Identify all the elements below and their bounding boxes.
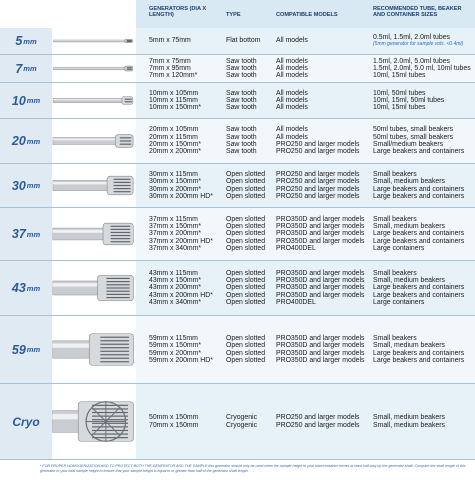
generator-type-cell	[226, 316, 265, 383]
generator-size-line: 30mm x 200mm HD*	[149, 192, 213, 200]
probe-cell	[52, 83, 136, 118]
generator-size-label	[0, 119, 52, 163]
generator-type-line: Open slotted	[226, 269, 266, 277]
recommended-sizes-line: Large containers	[373, 244, 425, 252]
table-row	[0, 384, 475, 460]
compatible-models-cell	[276, 55, 308, 82]
generator-type-line: Open slotted	[226, 237, 266, 245]
compatible-models-line: PRO350D and larger models	[276, 237, 365, 245]
compatible-models-line: PRO400DEL	[276, 244, 316, 252]
probe-head	[89, 334, 133, 366]
generator-size-line: 10mm x 115mm	[149, 96, 198, 104]
probe-cell	[52, 261, 136, 315]
generator-size-cell	[149, 55, 197, 82]
table-row	[0, 119, 475, 164]
table-row	[0, 164, 475, 208]
probe-slot	[125, 101, 132, 102]
probe-slot	[100, 340, 129, 341]
probe-slot	[92, 423, 128, 424]
size-number: 43	[11, 281, 26, 295]
generator-size-line: 20mm x 200mm*	[149, 148, 202, 156]
recommended-sizes-line: 10ml, 50ml tubes	[373, 89, 426, 97]
probe-slot	[111, 238, 131, 239]
generator-probe-illustration	[52, 164, 136, 207]
recommended-sizes-line: Small, medium beakers	[373, 178, 445, 186]
generator-type-cell	[226, 164, 265, 207]
generator-type-line: Saw tooth	[226, 141, 257, 148]
probe-slot	[106, 291, 129, 292]
recommended-sizes-cell	[373, 164, 464, 207]
compatible-models-line: PRO250 and larger models	[276, 141, 360, 148]
generator-size-cell	[149, 384, 198, 459]
generator-type-cell	[226, 55, 257, 82]
header-type: TYPE	[226, 12, 241, 18]
generator-type-line: Saw tooth	[226, 89, 257, 97]
probe-slot	[120, 140, 132, 141]
recommended-sizes-line: Small, medium beakers	[373, 421, 445, 429]
generator-type-cell	[226, 384, 257, 459]
probe-shaft	[53, 281, 100, 295]
header-models: COMPATIBLE MODELS	[276, 12, 338, 18]
recommended-sizes-cell	[373, 119, 464, 163]
recommended-sizes-cell	[373, 28, 463, 54]
probe-slot	[100, 351, 129, 352]
probe-slot	[111, 232, 131, 233]
generator-type-line: Open slotted	[226, 349, 266, 357]
compatible-models-cell	[276, 316, 364, 383]
recommended-sizes-line: Large beakers and containers	[373, 192, 465, 200]
generator-size-line: 59mm x 115mm	[149, 334, 198, 342]
probe-shaft-highlight	[53, 99, 124, 100]
generator-probe-illustration	[52, 55, 136, 82]
generator-size-line: 43mm x 200mm*	[149, 284, 202, 292]
probe-slot	[106, 278, 129, 279]
probe-slot	[111, 229, 131, 230]
generator-size-line: 43mm x 115mm	[149, 269, 198, 277]
generator-type-cell	[226, 83, 257, 118]
size-unit: mm	[23, 64, 37, 73]
generator-probe-illustration	[52, 316, 136, 383]
generator-type-line: Flat bottom	[226, 37, 261, 45]
size-unit: mm	[26, 96, 41, 105]
probe-slot	[100, 354, 129, 355]
generator-size-label	[0, 83, 52, 118]
recommended-sizes-line: Large beakers and containers	[373, 356, 465, 364]
compatible-models-line: PRO350D and larger models	[276, 215, 365, 223]
probe-shaft	[53, 138, 117, 145]
probe-head	[122, 97, 133, 105]
probe-slot	[114, 185, 131, 186]
probe-cell	[52, 164, 136, 207]
compatible-models-line: PRO250 and larger models	[276, 421, 360, 429]
generator-type-line: Open slotted	[226, 215, 266, 223]
recommended-sizes-line: Large beakers and containers	[373, 237, 465, 245]
compatible-models-line: PRO350D and larger models	[276, 230, 365, 238]
generator-type-line: Saw tooth	[226, 104, 257, 112]
probe-shaft-highlight	[53, 283, 100, 287]
size-number: 37	[11, 227, 26, 241]
generator-note: (5mm generator for sample vols. <0.4ml)	[373, 41, 464, 47]
generator-type-line: Open slotted	[226, 356, 266, 364]
compatible-models-line: All models	[276, 89, 308, 97]
probe-slot	[125, 99, 132, 100]
generator-size-line: 30mm x 115mm	[149, 170, 198, 178]
generator-size-label	[0, 316, 52, 383]
generator-type-line: Open slotted	[226, 178, 266, 186]
generator-size-cell	[149, 28, 191, 54]
probe-slot	[92, 433, 128, 434]
table-row	[0, 316, 475, 384]
generator-type-line: Open slotted	[226, 284, 266, 292]
recommended-sizes-cell	[373, 316, 464, 383]
generator-size-line: 20mm x 150mm*	[149, 141, 202, 148]
probe-slot	[111, 226, 131, 227]
probe-shaft-highlight	[53, 230, 105, 233]
generator-size-line: 10mm x 105mm	[149, 89, 199, 97]
compatible-models-line: PRO250 and larger models	[276, 170, 360, 178]
size-unit: mm	[26, 283, 41, 293]
probe-slot	[106, 287, 129, 288]
generator-type-line: Saw tooth	[226, 57, 257, 65]
recommended-sizes-cell	[373, 83, 444, 118]
generator-size-line: 43mm x 340mm*	[149, 298, 202, 306]
compatible-models-cell	[276, 261, 364, 315]
probe-slot	[92, 405, 128, 406]
recommended-sizes-line: Small/medium beakers	[373, 141, 444, 148]
generator-size-cell	[149, 261, 213, 315]
generator-size-line: 7mm x 120mm*	[149, 72, 198, 80]
generator-type-line: Open slotted	[226, 170, 266, 178]
compatible-models-cell	[276, 28, 308, 54]
recommended-sizes-line: Large beakers and containers	[373, 230, 465, 238]
size-number: 5	[15, 34, 23, 48]
probe-slot	[114, 182, 131, 183]
generator-type-line: Open slotted	[226, 223, 266, 231]
compatible-models-cell	[276, 83, 308, 118]
generator-size-label	[0, 55, 52, 82]
probe-shaft-highlight	[54, 68, 128, 69]
generator-type-line: Open slotted	[226, 230, 266, 238]
recommended-sizes-line: Small, medium beakers	[373, 342, 445, 350]
size-number: 10	[11, 93, 26, 108]
generator-size-cell	[149, 119, 201, 163]
compatible-models-line: PRO350D and larger models	[276, 356, 365, 364]
generator-type-line: Open slotted	[226, 277, 266, 285]
size-number: 59	[11, 342, 26, 357]
probe-slot	[106, 294, 129, 295]
generator-size-line: 59mm x 150mm*	[149, 342, 202, 350]
recommended-sizes-line: Small, medium beakers	[373, 277, 445, 285]
generator-size-line: 37mm x 115mm	[149, 215, 198, 223]
size-unit: mm	[26, 181, 41, 190]
generator-type-line: Saw tooth	[226, 96, 257, 104]
compatible-models-line: PRO350D and larger models	[276, 277, 365, 285]
compatible-models-line: All models	[276, 104, 308, 112]
probe-slot	[92, 419, 128, 420]
generator-size-line: 7mm x 95mm	[149, 64, 191, 72]
recommended-sizes-cell	[373, 261, 464, 315]
generator-type-line: Saw tooth	[226, 64, 257, 72]
probe-shaft-highlight	[53, 139, 117, 141]
probe-shaft-highlight	[53, 343, 92, 347]
size-unit: mm	[23, 36, 37, 46]
generator-type-line: Open slotted	[226, 192, 266, 200]
generator-probe-illustration	[52, 83, 136, 118]
generator-type-line: Open slotted	[226, 244, 266, 252]
recommended-sizes-line: Large beakers and containers	[373, 349, 465, 357]
compatible-models-cell	[276, 384, 360, 459]
table-row	[0, 208, 475, 261]
generator-size-label	[0, 28, 52, 54]
probe-slot	[111, 241, 131, 242]
probe-cell	[52, 384, 136, 459]
probe-slot	[92, 437, 128, 438]
recommended-sizes-line: 10ml, 15ml tubes	[373, 72, 426, 80]
generator-size-label	[0, 208, 52, 260]
compatible-models-line: PRO350D and larger models	[276, 291, 365, 299]
recommended-sizes-line: Small beakers	[373, 334, 417, 342]
probe-slot	[106, 281, 129, 282]
recommended-sizes-line: Large beakers and containers	[373, 185, 465, 193]
generator-type-line: Open slotted	[226, 334, 266, 342]
recommended-sizes-line: Small beakers	[373, 170, 417, 178]
probe-cell	[52, 55, 136, 82]
generator-type-line: Open slotted	[226, 298, 266, 306]
compatible-models-line: All models	[276, 72, 308, 80]
size-number: 7	[15, 61, 23, 76]
generator-size-line: 50mm x 150mm	[149, 414, 199, 422]
probe-slot	[127, 41, 132, 42]
probe-shaft	[53, 341, 92, 358]
compatible-models-line: PRO350D and larger models	[276, 342, 365, 350]
compatible-models-line: All models	[276, 126, 308, 134]
generator-size-line: 37mm x 340mm*	[149, 244, 202, 252]
probe-cell	[52, 119, 136, 163]
recommended-sizes-line: Small beakers	[373, 215, 417, 223]
compatible-models-cell	[276, 119, 360, 163]
compatible-models-cell	[276, 208, 364, 260]
generator-size-label	[0, 164, 52, 207]
generator-size-line: 43mm x 150mm*	[149, 277, 202, 285]
compatible-models-cell	[276, 164, 360, 207]
size-unit: mm	[26, 136, 41, 146]
recommended-sizes-line: Large beakers and containers	[373, 148, 465, 156]
generator-type-line: Open slotted	[226, 291, 266, 299]
table-row	[0, 55, 475, 83]
generator-type-line: Cryogenic	[226, 421, 258, 429]
compatible-models-line: PRO350D and larger models	[276, 269, 365, 277]
probe-slot	[120, 144, 132, 145]
generator-size-label	[0, 261, 52, 315]
probe-slot	[120, 137, 132, 138]
compatible-models-line: PRO400DEL	[276, 298, 316, 306]
compatible-models-line: PRO250 and larger models	[276, 178, 360, 186]
generator-type-cell	[226, 28, 260, 54]
size-number: 20	[11, 134, 26, 148]
recommended-sizes-line: 50ml tubes, small beakers	[373, 133, 454, 141]
recommended-sizes-cell	[373, 384, 445, 459]
generator-type-line: Saw tooth	[226, 133, 257, 141]
generator-probe-illustration	[52, 208, 136, 260]
compatible-models-line: All models	[276, 96, 308, 104]
probe-shaft-highlight	[53, 414, 81, 419]
probe-slot	[114, 191, 131, 192]
probe-slot	[106, 284, 129, 285]
probe-slot	[114, 179, 131, 180]
compatible-models-line: PRO350D and larger models	[276, 284, 365, 292]
generator-size-line: 59mm x 200mm*	[149, 349, 202, 357]
generator-probe-illustration	[52, 28, 136, 54]
probe-slot	[100, 358, 129, 359]
compatible-models-line: All models	[276, 64, 308, 72]
recommended-sizes-line: Large beakers and containers	[373, 291, 465, 299]
recommended-sizes-line: 1.5ml, 2.0ml, 5.0 ml, 10ml tubes	[373, 64, 471, 72]
recommended-sizes-cell	[373, 55, 471, 82]
probe-head	[125, 66, 133, 71]
generator-type-line: Saw tooth	[226, 72, 257, 80]
probe-slot	[127, 67, 132, 68]
probe-slot	[92, 408, 128, 409]
generator-size-line: 30mm x 150mm*	[149, 178, 202, 186]
recommended-sizes-line: Large beakers and containers	[373, 284, 465, 292]
generator-type-cell	[226, 208, 265, 260]
compatible-models-line: All models	[276, 133, 308, 141]
recommended-sizes-line: Small beakers	[373, 269, 417, 277]
generator-size-line: 70mm x 150mm	[149, 421, 199, 429]
generator-size-cell	[149, 208, 213, 260]
size-number: Cryo	[12, 414, 40, 429]
generator-size-line: 37mm x 200mm*	[149, 230, 202, 238]
generator-size-cell	[149, 83, 201, 118]
probe-slot	[92, 426, 128, 427]
recommended-sizes-line: Large containers	[373, 298, 425, 306]
probe-slot	[100, 361, 129, 362]
compatible-models-line: PRO250 and larger models	[276, 414, 360, 422]
compatible-models-line: PRO250 and larger models	[276, 185, 360, 193]
generator-type-cell	[226, 119, 257, 163]
probe-slot	[114, 188, 131, 189]
header-recommended: RECOMMENDED TUBE, BEAKER AND CONTAINER SIZES	[373, 6, 462, 19]
generator-size-label	[0, 384, 52, 459]
probe-slot	[111, 235, 131, 236]
probe-shaft	[53, 411, 81, 433]
probe-slot	[100, 347, 129, 348]
size-unit: mm	[26, 229, 41, 239]
generator-size-line: 7mm x 75mm	[149, 57, 191, 65]
generator-probe-illustration	[52, 119, 136, 163]
recommended-sizes-line: 0.5ml, 1.5ml, 2.0ml tubes	[373, 33, 450, 41]
header-generators: GENERATORS (DIA X LENGTH)	[149, 6, 207, 19]
generator-size-line: 20mm x 115mm	[149, 133, 198, 141]
compatible-models-line: All models	[276, 37, 308, 45]
generator-type-cell	[226, 261, 265, 315]
generator-size-line: 37mm x 150mm*	[149, 223, 202, 231]
probe-slot	[106, 297, 129, 298]
probe-cell	[52, 316, 136, 383]
probe-slot	[100, 344, 129, 345]
recommended-sizes-line: 50ml tubes, small beakers	[373, 126, 454, 134]
generator-type-line: Cryogenic	[226, 414, 258, 422]
generator-probe-illustration	[52, 384, 136, 459]
generator-type-line: Open slotted	[226, 185, 266, 193]
probe-cell	[52, 208, 136, 260]
generator-size-line: 30mm x 200mm*	[149, 185, 202, 193]
size-unit: mm	[26, 345, 41, 354]
generator-size-cell	[149, 164, 213, 207]
recommended-sizes-line: 10ml, 15ml tubes	[373, 104, 426, 112]
compatible-models-line: PRO250 and larger models	[276, 192, 360, 200]
size-number: 30	[11, 178, 26, 193]
compatible-models-line: PRO250 and larger models	[276, 148, 360, 156]
probe-shaft-highlight	[53, 182, 109, 185]
footnote: * FOR PROPER HOMOGENIZATION AND TO PROTECT BOTH THE GENERATOR AND THE SAMPLE this generator should only be used when the sample height in your tube/container comes at least half-way up the generator shaft. Compare the shaft length of this generator to your total sample height to ensure that your sample height is equal to or greater than half of the generator shaft length.	[40, 464, 466, 473]
generator-size-line: 20mm x 105mm	[149, 126, 199, 134]
recommended-sizes-line: Small, medium beakers	[373, 223, 445, 231]
generator-type-line: Open slotted	[226, 342, 266, 350]
table-row	[0, 83, 475, 119]
compatible-models-line: PRO350D and larger models	[276, 223, 365, 231]
compatible-models-line: All models	[276, 57, 308, 65]
recommended-sizes-line: 10ml, 15ml, 50ml tubes	[373, 96, 445, 104]
generator-probe-illustration	[52, 261, 136, 315]
generator-size-line: 10mm x 150mm*	[149, 104, 202, 112]
compatible-models-line: PRO350D and larger models	[276, 334, 365, 342]
table-row	[0, 28, 475, 55]
generator-type-line: Saw tooth	[226, 148, 257, 156]
recommended-sizes-cell	[373, 208, 464, 260]
probe-slot	[127, 69, 132, 70]
probe-cell	[52, 28, 136, 54]
recommended-sizes-line: Small, medium beakers	[373, 414, 445, 422]
compatible-models-line: PRO350D and larger models	[276, 349, 365, 357]
generator-size-line: 5mm x 75mm	[149, 37, 191, 45]
generator-size-line: 59mm x 200mm HD*	[149, 356, 213, 364]
generator-size-line: 43mm x 200mm HD*	[149, 291, 213, 299]
probe-slot	[92, 416, 128, 417]
generator-size-cell	[149, 316, 213, 383]
table-row	[0, 261, 475, 316]
generator-size-line: 37mm x 200mm HD*	[149, 237, 213, 245]
recommended-sizes-line: 1.5ml, 2.0ml, 5.0ml tubes	[373, 57, 450, 65]
generator-type-line: Saw tooth	[226, 126, 257, 134]
probe-slot	[100, 337, 129, 338]
